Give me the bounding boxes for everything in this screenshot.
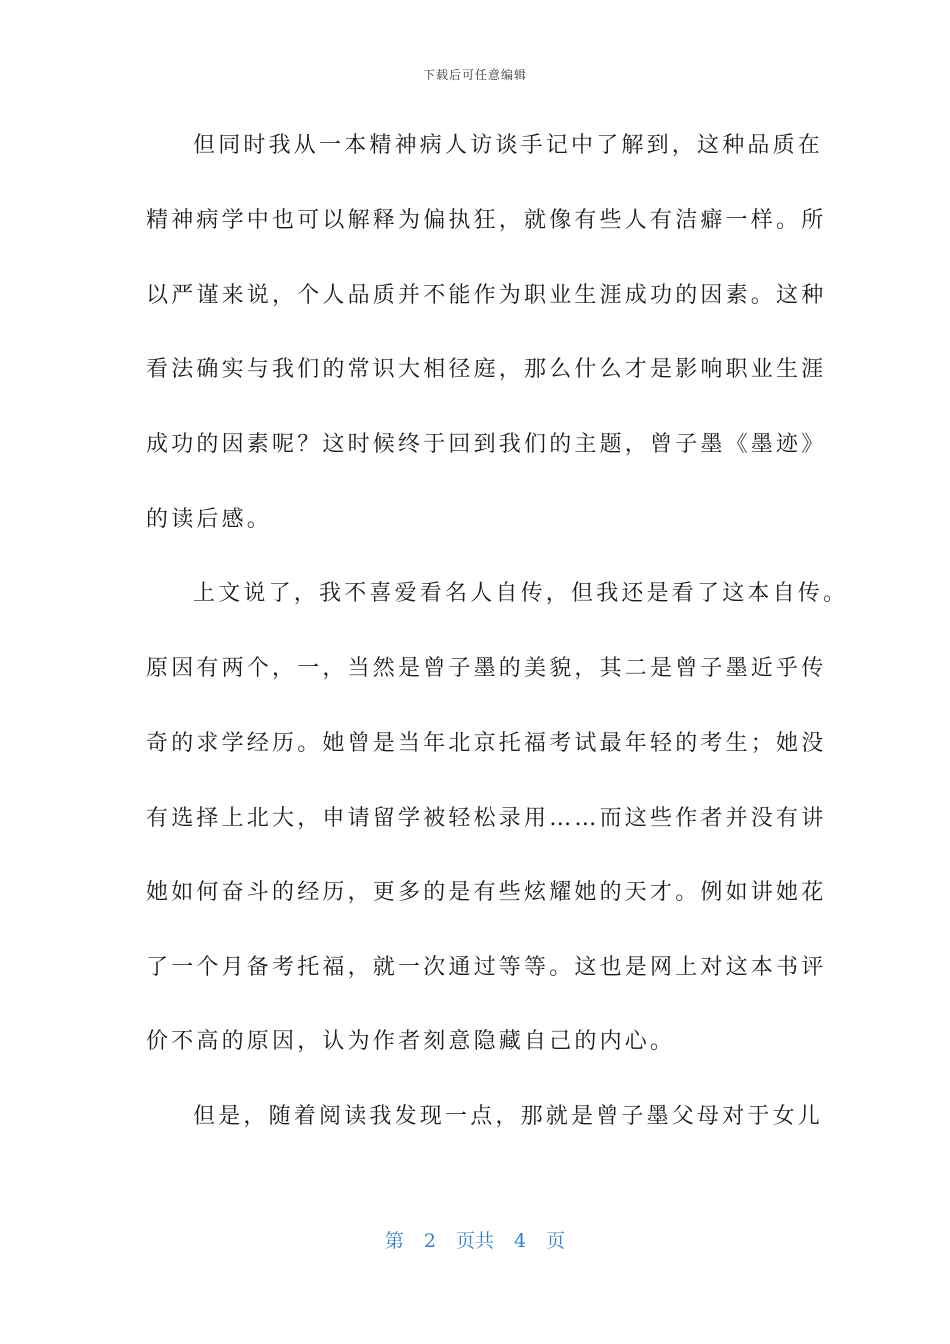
paragraph-line: 她如何奋斗的经历，更多的是有些炫耀她的天才。例如讲她花 <box>146 880 827 905</box>
paragraph-line: 奇的求学经历。她曾是当年北京托福考试最年轻的考生；她没 <box>146 731 827 756</box>
page-number-footer: 第 2 页共 4 页 <box>384 1230 566 1252</box>
paragraph-line: 上文说了，我不喜爱看名人自传，但我还是看了这本自传。 <box>193 581 849 606</box>
paragraph-line: 精神病学中也可以解释为偏执狂，就像有些人有洁癖一样。所 <box>146 208 827 233</box>
paragraph-line: 原因有两个，一，当然是曾子墨的美貌，其二是曾子墨近乎传 <box>146 656 827 681</box>
paragraph-line: 价不高的原因，认为作者刻意隐藏自己的内心。 <box>146 1029 676 1054</box>
paragraph-line: 看法确实与我们的常识大相径庭，那么什么才是影响职业生涯 <box>146 357 827 382</box>
header-note: 下载后可任意编辑 <box>422 68 527 82</box>
paragraph-line: 但同时我从一本精神病人访谈手记中了解到，这种品质在 <box>193 133 824 158</box>
paragraph-line: 的读后感。 <box>146 507 273 532</box>
paragraph-line: 以严谨来说，个人品质并不能作为职业生涯成功的因素。这种 <box>146 283 827 308</box>
paragraph-line: 有选择上北大，申请留学被轻松录用……而这些作者并没有讲 <box>146 806 827 831</box>
paragraph-line: 了一个月备考托福，就一次通过等等。这也是网上对这本书评 <box>146 955 827 980</box>
paragraph-line: 成功的因素呢？这时候终于回到我们的主题，曾子墨《墨迹》 <box>146 432 827 457</box>
paragraph-line: 但是，随着阅读我发现一点，那就是曾子墨父母对于女儿 <box>193 1104 824 1129</box>
